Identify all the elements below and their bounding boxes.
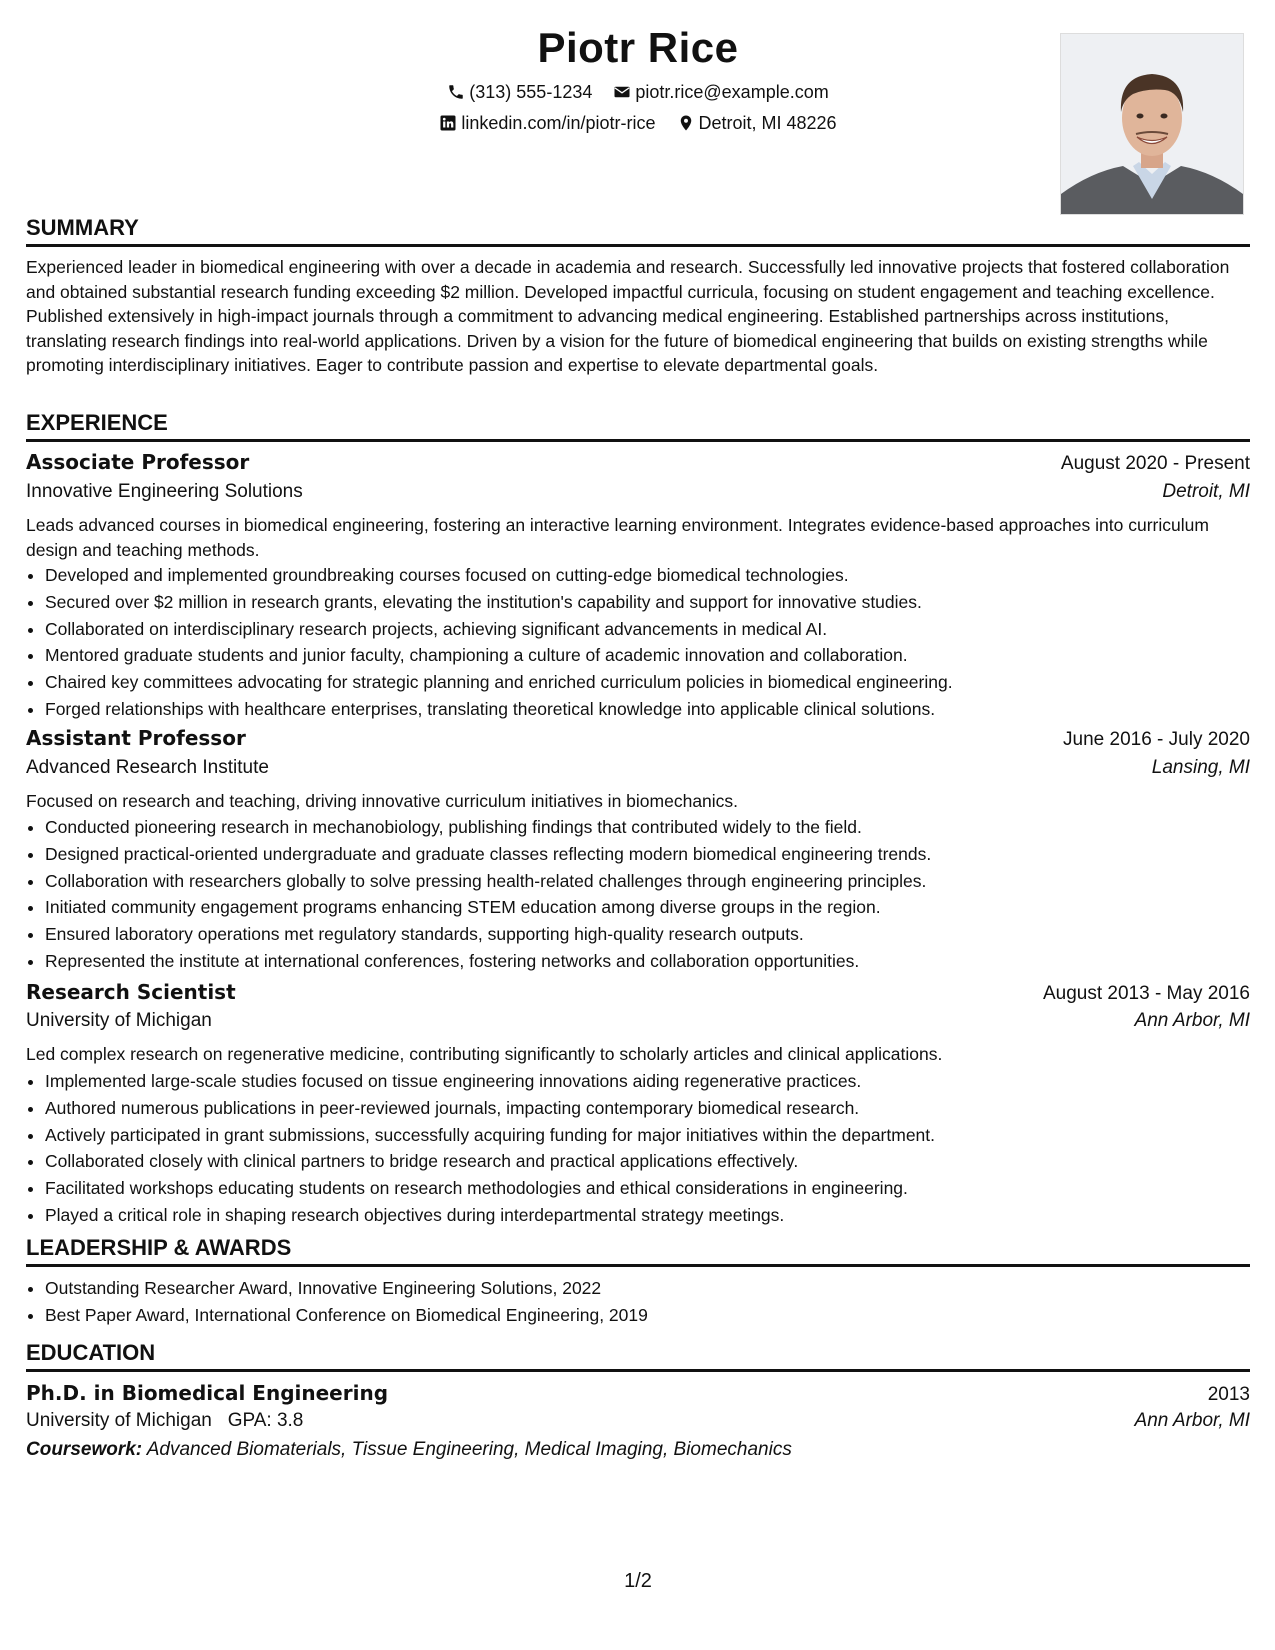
profile-photo: [1060, 33, 1244, 215]
school-info: [26, 1410, 303, 1432]
list-item: • Authored numerous publications in peer-reviewed journals, impacting contemporary biomedical research.: [45, 1095, 1269, 1122]
location-text: Detroit, MI 48226: [698, 113, 837, 133]
candidate-name: Piotr Rice: [537, 24, 739, 71]
list-item: • Chaired key committees advocating for strategic planning and enriched curriculum policies in biomedical engineering.: [45, 669, 1269, 696]
job-location: Detroit, MI: [1162, 481, 1250, 502]
job-org-row: [26, 1010, 1250, 1032]
school-row: [26, 1410, 1250, 1432]
graduation-year: 2013: [1207, 1384, 1250, 1405]
job-description: Led complex research on regenerative medicine, contributing significantly to scholarly articles and clinical applications.: [26, 1044, 943, 1064]
list-item: • Designed practical-oriented undergraduate and graduate classes reflecting modern biomedical engineering trends.: [45, 841, 1269, 868]
job-description: Focused on research and teaching, driving innovative curriculum initiatives in biomechanics.: [26, 791, 739, 811]
list-item: • Developed and implemented groundbreaking courses focused on cutting-edge biomedical technologies.: [45, 562, 1269, 589]
job-organization: Innovative Engineering Solutions: [26, 481, 303, 502]
job-dates: August 2013 - May 2016: [1042, 983, 1250, 1004]
school-name: University of Michigan: [26, 1410, 212, 1431]
job-dates: June 2016 - July 2020: [1063, 729, 1250, 750]
award-list: [26, 1275, 1269, 1329]
job-dates: August 2020 - Present: [1060, 453, 1250, 474]
list-item: • Best Paper Award, International Conference on Biomedical Engineering, 2019: [45, 1302, 1269, 1329]
education-heading: EDUCATION: [26, 1340, 1250, 1372]
list-item: • Collaborated closely with clinical partners to bridge research and practical applications effectively.: [45, 1148, 1269, 1175]
coursework: [26, 1439, 792, 1461]
job-bullets: [26, 562, 1269, 723]
job-org-row: [26, 757, 1250, 779]
job-bullets: [26, 814, 1269, 975]
coursework-list: Advanced Biomaterials, Tissue Engineering, Medical Imaging, Biomechanics: [146, 1439, 792, 1460]
job-org-row: [26, 481, 1250, 503]
summary-text: Experienced leader in biomedical engineering with over a decade in academia and research. Successfully led innovative projects that fostered collaboration and obtained substantial research funding exceeding $2 million. Developed impactful curricula, focusing on student engagement and teaching excellence. Published extensively in high-impact journals through a commitment to advancing medical engineering. Established partnerships across institutions, translating research findings into real-world applications. Driven by a vision for the future of biomedical engineering that builds on existing strengths while promoting interdisciplinary initiatives. Eager to contribute passion and expertise to elevate departmental goals.: [26, 257, 1230, 375]
degree-title: Ph.D. in Biomedical Engineering: [26, 1381, 389, 1405]
list-item: • Implemented large-scale studies focused on tissue engineering innovations aiding regenerative practices.: [45, 1068, 1269, 1095]
list-item: • Outstanding Researcher Award, Innovative Engineering Solutions, 2022: [45, 1275, 1269, 1302]
map-pin-icon: [677, 114, 695, 132]
coursework-label: Coursework:: [26, 1439, 143, 1460]
linkedin-contact[interactable]: [439, 111, 655, 135]
job-description: Leads advanced courses in biomedical engineering, fostering an interactive learning environment. Integrates evidence-based approaches into curriculum design and teaching methods.: [26, 515, 1209, 560]
email-text: piotr.rice@example.com: [635, 82, 829, 102]
school-location: Ann Arbor, MI: [1134, 1410, 1250, 1431]
list-item: • Forged relationships with healthcare enterprises, translating theoretical knowledge into applicable clinical solutions.: [45, 696, 1269, 723]
list-item: • Collaboration with researchers globally to solve pressing health-related challenges through engineering principles.: [45, 868, 1269, 895]
job-header: [26, 450, 1250, 475]
list-item: • Conducted pioneering research in mechanobiology, publishing findings that contributed widely to the field.: [45, 814, 1269, 841]
degree-row: [26, 1381, 1250, 1406]
list-item: • Collaborated on interdisciplinary research projects, achieving significant advancements in medical AI.: [45, 616, 1269, 643]
gpa: GPA: 3.8: [227, 1410, 304, 1431]
list-item: • Secured over $2 million in research grants, elevating the institution's capability and support for innovative studies.: [45, 589, 1269, 616]
job-location: Lansing, MI: [1151, 757, 1250, 778]
linkedin-icon: [439, 114, 457, 132]
list-item: • Initiated community engagement programs enhancing STEM education among diverse groups in the region.: [45, 894, 1269, 921]
job-header: [26, 726, 1250, 751]
phone-icon: [447, 83, 465, 101]
job-title: Associate Professor: [26, 450, 250, 474]
job-bullets: [26, 1068, 1269, 1229]
location-contact: [677, 111, 837, 135]
phone-text: (313) 555-1234: [469, 82, 593, 102]
experience-heading: EXPERIENCE: [26, 410, 1250, 442]
list-item: • Played a critical role in shaping research objectives during interdepartmental strategy meetings.: [45, 1202, 1269, 1229]
list-item: • Represented the institute at international conferences, fostering networks and collaboration opportunities.: [45, 948, 1269, 975]
list-item: • Actively participated in grant submissions, successfully acquiring funding for major initiatives within the department.: [45, 1122, 1269, 1149]
phone-contact[interactable]: [447, 80, 592, 104]
job-title: Research Scientist: [26, 980, 236, 1004]
page-number: 1/2: [624, 1570, 652, 1592]
list-item: • Mentored graduate students and junior faculty, championing a culture of academic innovation and collaboration.: [45, 642, 1269, 669]
job-organization: Advanced Research Institute: [26, 757, 269, 778]
job-header: [26, 980, 1250, 1005]
list-item: • Ensured laboratory operations met regulatory standards, supporting high-quality research outputs.: [45, 921, 1269, 948]
email-contact[interactable]: [613, 80, 828, 104]
job-title: Assistant Professor: [26, 726, 246, 750]
envelope-icon: [613, 83, 631, 101]
leadership-heading: LEADERSHIP & AWARDS: [26, 1235, 1250, 1267]
list-item: • Facilitated workshops educating students on research methodologies and ethical considerations in engineering.: [45, 1175, 1269, 1202]
job-organization: University of Michigan: [26, 1010, 212, 1031]
linkedin-text: linkedin.com/in/piotr-rice: [461, 113, 656, 133]
job-location: Ann Arbor, MI: [1134, 1010, 1250, 1031]
summary-heading: SUMMARY: [26, 215, 1250, 247]
coursework-row: [26, 1439, 1250, 1461]
